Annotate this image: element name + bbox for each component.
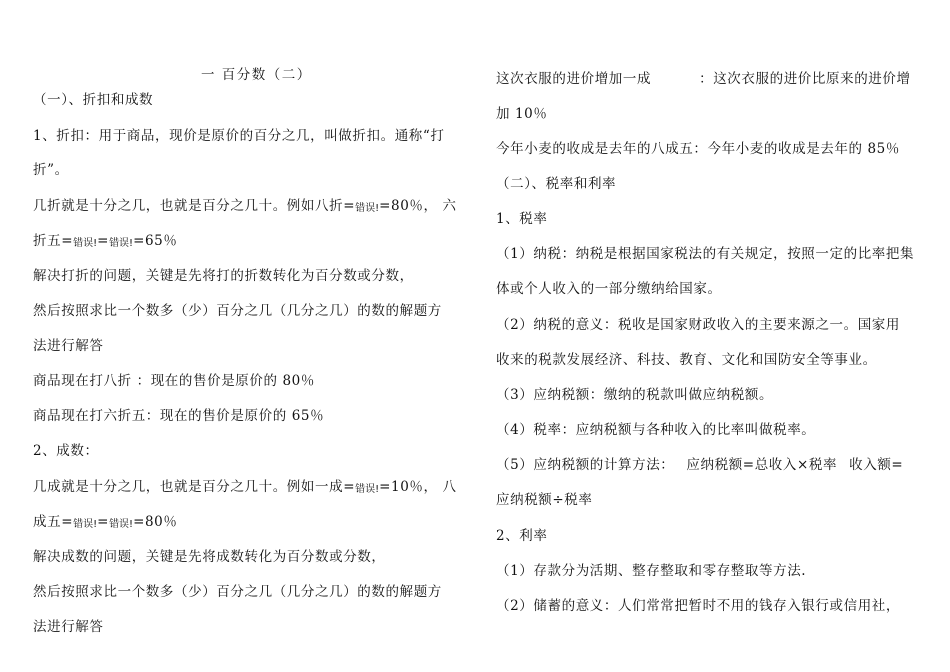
tax-item-2-line-1: （2）纳税的意义：税收是国家财政收入的主要来源之一。国家用 — [496, 317, 900, 333]
discount-example-result: =65％ — [133, 233, 178, 249]
chengshu-example-text: 几成就是十分之几，也就是百分之几十。例如一成= — [33, 479, 356, 495]
income-formula-start: 收入额= — [849, 457, 904, 473]
section-heading-tax-interest: （二）、税率和利率 — [496, 176, 617, 192]
discount-method-line-2: 然后按照求比一个数多（少）百分之几（几分之几）的数的解题方 — [33, 303, 442, 319]
error-marker: 错误! — [73, 519, 98, 530]
clothes-example-line-1 — [496, 70, 911, 88]
section-heading-discount: （一）、折扣和成数 — [33, 92, 154, 108]
clothes-example-right: ：这次衣服的进价比原来的进价增 — [699, 71, 911, 87]
tax-item-2-line-2: 收来的税款发展经济、科技、教育、文化和国防安全等事业。 — [496, 352, 877, 368]
page-title: 一 百分数（二） — [201, 67, 312, 83]
right-column — [496, 0, 936, 672]
chengshu-heading: 2、成数： — [33, 443, 99, 459]
chengshu-method-line-1: 解决成数的问题，关键是先将成数转化为百分数或分数， — [33, 549, 386, 565]
discount-case-2: 商品现在打六折五：现在的售价是原价的 65％ — [33, 408, 325, 424]
clothes-example-line-2: 加 10％ — [496, 106, 548, 122]
discount-case-1: 商品现在打八折 ：现在的售价是原价的 80％ — [33, 373, 315, 389]
interest-rate-heading: 2、利率 — [496, 528, 548, 544]
error-marker: 错误! — [109, 238, 134, 249]
error-marker: 错误! — [109, 519, 134, 530]
discount-example-text: 几折就是十分之几，也就是百分之几十。例如八折= — [33, 198, 356, 214]
chengshu-example-result: =80％ — [133, 514, 178, 530]
discount-example-text: 折五= — [33, 233, 74, 249]
interest-item-2-line: （2）储蓄的意义：人们常常把暂时不用的钱存入银行或信用社， — [496, 598, 900, 614]
tax-item-1-line-2: 体或个人收入的一部分缴纳给国家。 — [496, 281, 722, 297]
discount-example-line-2 — [33, 232, 177, 253]
left-column — [33, 0, 463, 672]
chengshu-example-text: 成五= — [33, 514, 74, 530]
equals-sign: = — [97, 233, 110, 249]
discount-definition-line-2: 折”。 — [33, 162, 69, 178]
chengshu-example-line-1 — [33, 478, 457, 499]
discount-example-line-1 — [33, 197, 457, 218]
tax-item-5-line-2: 应纳税额÷税率 — [496, 492, 593, 508]
chengshu-example-line-2 — [33, 513, 177, 534]
interest-item-1-line: （1）存款分为活期、整存整取和零存整取等方法. — [496, 563, 807, 579]
tax-item-5-line-1 — [496, 456, 903, 474]
tax-item-4-line: （4）税率：应纳税额与各种收入的比率叫做税率。 — [496, 422, 816, 438]
clothes-example-left: 这次衣服的进价增加一成 — [496, 71, 652, 87]
error-marker: 错误! — [355, 203, 380, 214]
tax-item-3-line: （3）应纳税额：缴纳的税款叫做应纳税额。 — [496, 387, 774, 403]
tax-calc-formula: 应纳税额=总收入×税率 — [686, 457, 838, 473]
wheat-example-line: 今年小麦的收成是去年的八成五：今年小麦的收成是去年的 85％ — [496, 141, 900, 157]
chengshu-method-line-3: 法进行解答 — [33, 619, 104, 635]
tax-calc-label: （5）应纳税额的计算方法： — [496, 457, 675, 473]
discount-definition-line-1: 1、折扣：用于商品，现价是原价的百分之几，叫做折扣。通称“打 — [33, 128, 445, 144]
discount-method-line-1: 解决打折的问题，关键是先将打的折数转化为百分数或分数， — [33, 268, 414, 284]
error-marker: 错误! — [355, 484, 380, 495]
discount-example-result: =80％， 六 — [379, 198, 457, 214]
tax-item-1-line-1: （1）纳税：纳税是根据国家税法的有关规定，按照一定的比率把集 — [496, 246, 915, 262]
chengshu-example-result: =10％， 八 — [379, 479, 457, 495]
discount-method-line-3: 法进行解答 — [33, 338, 104, 354]
chengshu-method-line-2: 然后按照求比一个数多（少）百分之几（几分之几）的数的解题方 — [33, 584, 442, 600]
equals-sign: = — [97, 514, 110, 530]
tax-rate-heading: 1、税率 — [496, 211, 548, 227]
error-marker: 错误! — [73, 238, 98, 249]
